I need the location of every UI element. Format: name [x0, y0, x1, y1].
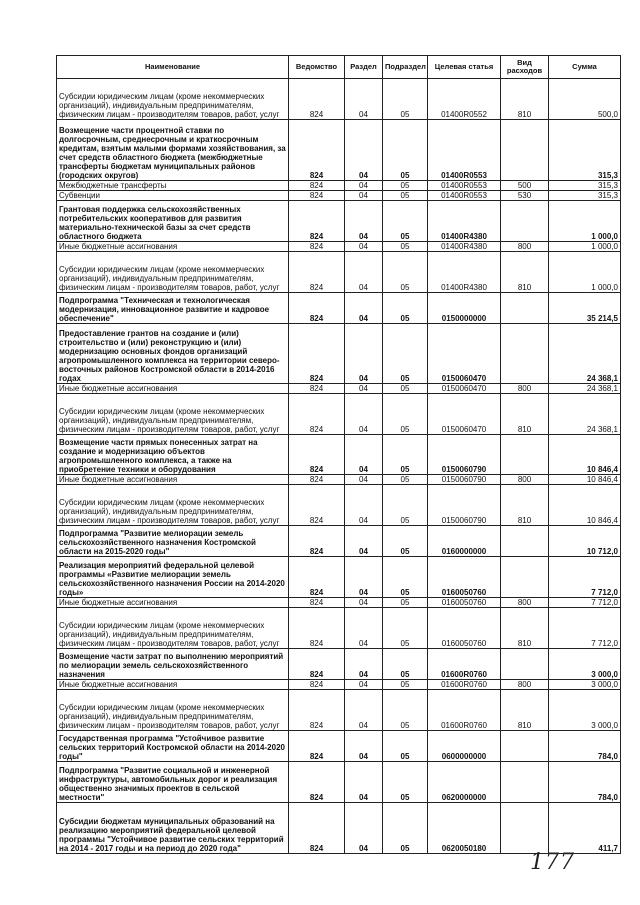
cell-amount: 411,7: [549, 803, 621, 854]
cell-subsection: 05: [383, 731, 428, 762]
cell-amount: 1 000,0: [549, 201, 621, 242]
cell-target-article: 0620000000: [428, 762, 501, 803]
cell-target-article: 0160050760: [428, 557, 501, 598]
cell-subsection: 05: [383, 181, 428, 191]
cell-amount: 24 368,1: [549, 384, 621, 394]
cell-section: 04: [345, 598, 383, 608]
cell-amount: 1 000,0: [549, 252, 621, 293]
cell-subsection: 05: [383, 252, 428, 293]
cell-department: 824: [289, 598, 345, 608]
table-row: [57, 526, 621, 557]
cell-target-article: 01400R4380: [428, 252, 501, 293]
cell-expense-type: 530: [501, 191, 549, 201]
cell-amount: 10 846,4: [549, 475, 621, 485]
cell-name: Субсидии бюджетам муниципальных образований на реализацию мероприятий федеральной целевой программы "Устойчивое развитие сельских территорий на 2014 - 2017 годы и на период до 2020 года": [57, 803, 289, 854]
cell-expense-type: [501, 120, 549, 181]
table-row: [57, 690, 621, 731]
cell-section: 04: [345, 252, 383, 293]
cell-section: 04: [345, 293, 383, 324]
col-header-name: Наименование: [57, 56, 289, 79]
cell-subsection: 05: [383, 649, 428, 680]
cell-name: Субсидии юридическим лицам (кроме некоммерческих организаций), индивидуальным предпринимателям, физическим лицам - производителям товаров, работ, услуг: [57, 394, 289, 435]
cell-amount: 10 846,4: [549, 435, 621, 475]
cell-department: 824: [289, 394, 345, 435]
cell-subsection: 05: [383, 120, 428, 181]
table-row: [57, 485, 621, 526]
cell-subsection: 05: [383, 803, 428, 854]
cell-section: 04: [345, 680, 383, 690]
cell-department: 824: [289, 526, 345, 557]
table-row: [57, 475, 621, 485]
table-row: [57, 649, 621, 680]
cell-amount: 24 368,1: [549, 324, 621, 384]
cell-department: 824: [289, 384, 345, 394]
table-header-row: [57, 56, 621, 79]
cell-expense-type: 810: [501, 79, 549, 120]
cell-name: Подпрограмма "Техническая и технологическая модернизация, инновационное развитие и кадровое обеспечение": [57, 293, 289, 324]
cell-section: 04: [345, 394, 383, 435]
table-row: [57, 608, 621, 649]
cell-subsection: 05: [383, 242, 428, 252]
cell-expense-type: [501, 731, 549, 762]
cell-department: 824: [289, 201, 345, 242]
cell-department: 824: [289, 120, 345, 181]
cell-section: 04: [345, 120, 383, 181]
cell-amount: 3 000,0: [549, 680, 621, 690]
cell-name: Субсидии юридическим лицам (кроме некоммерческих организаций), индивидуальным предпринимателям, физическим лицам - производителям товаров, работ, услуг: [57, 79, 289, 120]
cell-expense-type: 810: [501, 690, 549, 731]
cell-expense-type: [501, 762, 549, 803]
cell-section: 04: [345, 557, 383, 598]
table-row: [57, 762, 621, 803]
cell-name: Иные бюджетные ассигнования: [57, 384, 289, 394]
cell-subsection: 05: [383, 394, 428, 435]
table-row: [57, 384, 621, 394]
cell-section: 04: [345, 485, 383, 526]
budget-table: [56, 55, 621, 854]
cell-amount: 7 712,0: [549, 557, 621, 598]
table-row: [57, 201, 621, 242]
cell-subsection: 05: [383, 293, 428, 324]
table-body: [57, 79, 621, 854]
cell-expense-type: [501, 557, 549, 598]
cell-amount: 7 712,0: [549, 608, 621, 649]
cell-target-article: 0150060470: [428, 324, 501, 384]
cell-target-article: 0160050760: [428, 608, 501, 649]
cell-amount: 315,3: [549, 181, 621, 191]
cell-subsection: 05: [383, 435, 428, 475]
handwritten-page-number: 177: [530, 850, 575, 875]
cell-amount: 35 214,5: [549, 293, 621, 324]
cell-name: Иные бюджетные ассигнования: [57, 680, 289, 690]
cell-section: 04: [345, 242, 383, 252]
cell-subsection: 05: [383, 201, 428, 242]
cell-section: 04: [345, 324, 383, 384]
cell-target-article: 0150060470: [428, 384, 501, 394]
cell-subsection: 05: [383, 485, 428, 526]
col-header-expense-type: Вид расходов: [501, 56, 549, 79]
cell-target-article: 01600R0760: [428, 690, 501, 731]
cell-section: 04: [345, 201, 383, 242]
cell-name: Государственная программа "Устойчивое развитие сельских территорий Костромской области на 2014-2020 годы": [57, 731, 289, 762]
cell-department: 824: [289, 803, 345, 854]
cell-department: 824: [289, 649, 345, 680]
table-row: [57, 191, 621, 201]
cell-name: Межбюджетные трансферты: [57, 181, 289, 191]
cell-expense-type: 800: [501, 680, 549, 690]
cell-amount: 315,3: [549, 191, 621, 201]
cell-amount: 3 000,0: [549, 690, 621, 731]
table-row: [57, 557, 621, 598]
cell-subsection: 05: [383, 191, 428, 201]
cell-expense-type: 810: [501, 394, 549, 435]
cell-name: Подпрограмма "Развитие мелиорации земель сельскохозяйственного назначения Костромской области на 2015-2020 годы": [57, 526, 289, 557]
table-row: [57, 598, 621, 608]
cell-section: 04: [345, 191, 383, 201]
cell-subsection: 05: [383, 557, 428, 598]
col-header-section: Раздел: [345, 56, 383, 79]
cell-section: 04: [345, 475, 383, 485]
cell-department: 824: [289, 324, 345, 384]
cell-expense-type: [501, 201, 549, 242]
cell-name: Грантовая поддержка сельскохозяйственных потребительских кооперативов для развития материально-технической базы за счет средств областного бюджета: [57, 201, 289, 242]
cell-section: 04: [345, 649, 383, 680]
cell-target-article: 01400R0553: [428, 191, 501, 201]
cell-name: Субвенции: [57, 191, 289, 201]
cell-expense-type: 810: [501, 608, 549, 649]
cell-subsection: 05: [383, 526, 428, 557]
cell-name: Субсидии юридическим лицам (кроме некоммерческих организаций), индивидуальным предпринимателям, физическим лицам - производителям товаров, работ, услуг: [57, 690, 289, 731]
cell-department: 824: [289, 293, 345, 324]
table-row: [57, 680, 621, 690]
cell-subsection: 05: [383, 680, 428, 690]
cell-target-article: 0160050760: [428, 598, 501, 608]
cell-subsection: 05: [383, 475, 428, 485]
cell-department: 824: [289, 608, 345, 649]
cell-department: 824: [289, 557, 345, 598]
col-header-amount: Сумма: [549, 56, 621, 79]
cell-expense-type: 810: [501, 485, 549, 526]
col-header-subsection: Подраздел: [383, 56, 428, 79]
cell-department: 824: [289, 435, 345, 475]
cell-expense-type: 500: [501, 181, 549, 191]
cell-name: Иные бюджетные ассигнования: [57, 242, 289, 252]
cell-section: 04: [345, 79, 383, 120]
cell-target-article: 01600R0760: [428, 680, 501, 690]
cell-department: 824: [289, 680, 345, 690]
table-row: [57, 803, 621, 854]
cell-subsection: 05: [383, 79, 428, 120]
table-row: [57, 242, 621, 252]
cell-expense-type: 800: [501, 384, 549, 394]
cell-expense-type: [501, 435, 549, 475]
cell-section: 04: [345, 690, 383, 731]
col-header-target-article: Целевая статья: [428, 56, 501, 79]
cell-subsection: 05: [383, 690, 428, 731]
cell-department: 824: [289, 485, 345, 526]
cell-department: 824: [289, 690, 345, 731]
cell-target-article: 0160000000: [428, 526, 501, 557]
table-row: [57, 293, 621, 324]
cell-expense-type: [501, 803, 549, 854]
table-row: [57, 435, 621, 475]
cell-expense-type: 810: [501, 252, 549, 293]
cell-amount: 3 000,0: [549, 649, 621, 680]
cell-subsection: 05: [383, 598, 428, 608]
table-row: [57, 181, 621, 191]
cell-target-article: 0150060470: [428, 394, 501, 435]
cell-target-article: 01400R0553: [428, 120, 501, 181]
cell-subsection: 05: [383, 608, 428, 649]
cell-target-article: 0150060790: [428, 435, 501, 475]
cell-expense-type: [501, 526, 549, 557]
cell-expense-type: 800: [501, 242, 549, 252]
cell-department: 824: [289, 731, 345, 762]
cell-section: 04: [345, 526, 383, 557]
cell-section: 04: [345, 803, 383, 854]
cell-amount: 10 846,4: [549, 485, 621, 526]
cell-target-article: 01600R0760: [428, 649, 501, 680]
table-row: [57, 252, 621, 293]
cell-name: Возмещение части процентной ставки по долгосрочным, среднесрочным и краткосрочным кредитам, взятым малыми формами хозяйствования, за счет средств областного бюджета (межбюджетные трансферты бюджетам муниципальных районов (городских округов): [57, 120, 289, 181]
col-header-department: Ведомство: [289, 56, 345, 79]
cell-department: 824: [289, 762, 345, 803]
cell-section: 04: [345, 435, 383, 475]
cell-name: Иные бюджетные ассигнования: [57, 475, 289, 485]
cell-amount: 500,0: [549, 79, 621, 120]
cell-amount: 784,0: [549, 731, 621, 762]
cell-amount: 24 368,1: [549, 394, 621, 435]
cell-target-article: 01400R4380: [428, 201, 501, 242]
cell-amount: 784,0: [549, 762, 621, 803]
cell-name: Субсидии юридическим лицам (кроме некоммерческих организаций), индивидуальным предпринимателям, физическим лицам - производителям товаров, работ, услуг: [57, 485, 289, 526]
table-row: [57, 324, 621, 384]
cell-department: 824: [289, 242, 345, 252]
cell-section: 04: [345, 608, 383, 649]
cell-department: 824: [289, 79, 345, 120]
cell-expense-type: [501, 324, 549, 384]
cell-amount: 315,3: [549, 120, 621, 181]
cell-department: 824: [289, 181, 345, 191]
cell-target-article: 01400R0553: [428, 181, 501, 191]
cell-department: 824: [289, 252, 345, 293]
cell-amount: 10 712,0: [549, 526, 621, 557]
cell-expense-type: 800: [501, 475, 549, 485]
cell-department: 824: [289, 191, 345, 201]
cell-amount: 1 000,0: [549, 242, 621, 252]
cell-section: 04: [345, 384, 383, 394]
cell-target-article: 0620050180: [428, 803, 501, 854]
table-row: [57, 120, 621, 181]
cell-name: Реализация мероприятий федеральной целевой программы «Развитие мелиорации земель сельскохозяйственного назначения России на 2014-2020 годы»: [57, 557, 289, 598]
cell-target-article: 0150060790: [428, 475, 501, 485]
table-row: [57, 79, 621, 120]
cell-target-article: 0150060790: [428, 485, 501, 526]
cell-subsection: 05: [383, 384, 428, 394]
table-row: [57, 731, 621, 762]
cell-name: Возмещение части прямых понесенных затрат на создание и модернизацию объектов агропромышленного комплекса, а также на приобретение техники и оборудования: [57, 435, 289, 475]
cell-name: Возмещение части затрат по выполнению мероприятий по мелиорации земель сельскохозяйственного назначения: [57, 649, 289, 680]
cell-target-article: 0600000000: [428, 731, 501, 762]
cell-subsection: 05: [383, 324, 428, 384]
cell-expense-type: 800: [501, 598, 549, 608]
cell-name: Подпрограмма "Развитие социальной и инженерной инфраструктуры, автомобильных дорог и реализация общественно значимых проектов в сельской местности": [57, 762, 289, 803]
cell-expense-type: [501, 649, 549, 680]
cell-name: Субсидии юридическим лицам (кроме некоммерческих организаций), индивидуальным предпринимателям, физическим лицам - производителям товаров, работ, услуг: [57, 608, 289, 649]
cell-target-article: 0150000000: [428, 293, 501, 324]
cell-subsection: 05: [383, 762, 428, 803]
table-row: [57, 394, 621, 435]
cell-target-article: 01400R4380: [428, 242, 501, 252]
cell-name: Предоставление грантов на создание и (или) строительство и (или) реконструкцию и (или) модернизацию основных фондов организаций агропромышленного комплекса на территории северо-восточных районов Костромской области в 2014-2016 годах: [57, 324, 289, 384]
cell-target-article: 01400R0552: [428, 79, 501, 120]
cell-section: 04: [345, 731, 383, 762]
cell-section: 04: [345, 762, 383, 803]
cell-name: Иные бюджетные ассигнования: [57, 598, 289, 608]
cell-section: 04: [345, 181, 383, 191]
cell-name: Субсидии юридическим лицам (кроме некоммерческих организаций), индивидуальным предпринимателям, физическим лицам - производителям товаров, работ, услуг: [57, 252, 289, 293]
cell-expense-type: [501, 293, 549, 324]
cell-department: 824: [289, 475, 345, 485]
cell-amount: 7 712,0: [549, 598, 621, 608]
